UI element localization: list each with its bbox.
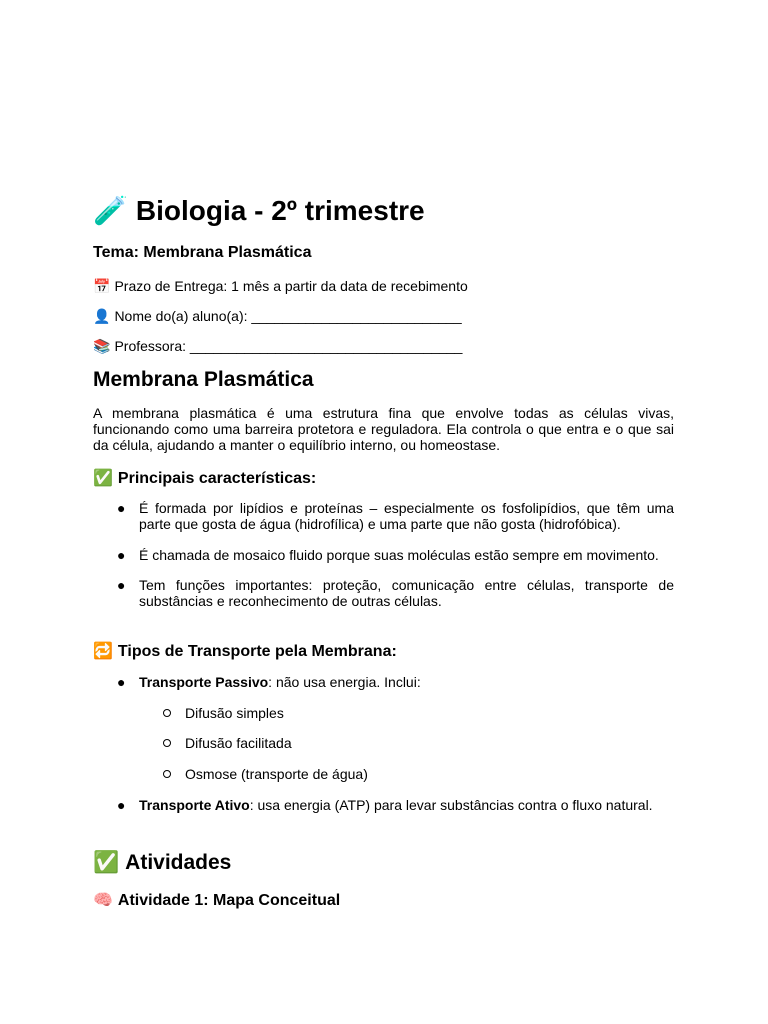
list-item-text: É formada por lipídios e proteínas – especialmente os fosfolipídios, que têm uma parte que gosta de água (hidrofílica) e uma parte que não gosta (hidrofóbica). (139, 500, 674, 532)
list-item (117, 500, 674, 532)
test-tube-icon: 🧪 (93, 194, 128, 227)
activities-heading-text: Atividades (125, 851, 232, 874)
deadline-text: Prazo de Entrega: 1 mês a partir da data de recebimento (114, 278, 468, 294)
list-item-text: É chamada de mosaico fluido porque suas moléculas estão sempre em movimento. (139, 547, 659, 563)
sub-list-item-text: Difusão simples (185, 705, 284, 721)
bullet-icon: ● (117, 577, 126, 593)
list-item-text: Tem funções importantes: proteção, comunicação entre células, transporte de substâncias e reconhecimento de outras células. (139, 577, 674, 609)
check-mark-icon: ✅ (93, 468, 113, 487)
list-item-text (139, 797, 674, 813)
person-icon: 👤 (93, 309, 111, 325)
list-item-text (139, 674, 674, 690)
books-icon: 📚 (93, 339, 111, 355)
brain-icon: 🧠 (93, 890, 113, 909)
circle-bullet-icon (163, 709, 171, 717)
list-item-passive-transport (117, 674, 674, 690)
teacher-text: Professora: ___________________________________ (114, 338, 463, 354)
list-item-active-transport (117, 797, 674, 813)
bullet-icon: ● (117, 547, 126, 563)
sub-list-item (163, 766, 368, 782)
passive-transport-text: : não usa energia. Inclui: (268, 674, 421, 690)
circle-bullet-icon (163, 739, 171, 747)
activity-1-heading-text: Atividade 1: Mapa Conceitual (117, 892, 341, 909)
sub-list-item-text: Osmose (transporte de água) (185, 766, 368, 782)
bullet-icon: ● (117, 500, 126, 516)
characteristics-heading-text: Principais características: (117, 470, 317, 487)
deadline-line (93, 277, 468, 296)
bullet-icon: ● (117, 797, 126, 813)
activities-heading (93, 849, 231, 876)
student-name-line (93, 307, 462, 326)
activity-1-heading (93, 890, 340, 911)
active-transport-label: Transporte Ativo (139, 797, 250, 813)
section-heading-membrana: Membrana Plasmática (93, 368, 314, 391)
page-title-text: Biologia - 2º trimestre (135, 195, 425, 226)
list-item (117, 547, 674, 563)
check-mark-icon: ✅ (93, 850, 120, 874)
characteristics-heading (93, 468, 316, 489)
sub-list-item-text: Difusão facilitada (185, 735, 292, 751)
sub-list-item (163, 735, 292, 751)
sub-list-item (163, 705, 284, 721)
transport-heading-text: Tipos de Transporte pela Membrana: (117, 643, 397, 660)
teacher-line (93, 337, 462, 356)
page-title (93, 193, 425, 229)
bullet-icon: ● (117, 674, 126, 690)
calendar-icon: 📅 (93, 279, 111, 295)
topic-line: Tema: Membrana Plasmática (93, 244, 312, 261)
active-transport-text: : usa energia (ATP) para levar substâncias contra o fluxo natural. (249, 797, 653, 813)
student-name-text: Nome do(a) aluno(a): ___________________________ (114, 308, 462, 324)
circle-bullet-icon (163, 770, 171, 778)
repeat-icon: 🔁 (93, 641, 113, 660)
intro-paragraph: A membrana plasmática é uma estrutura fina que envolve todas as células vivas, funcionando como uma barreira protetora e reguladora. Ela controla o que entra e o que sai da célula, ajudando a manter o equilíbrio interno, ou homeostase. (93, 405, 674, 453)
passive-transport-label: Transporte Passivo (139, 674, 269, 690)
transport-heading (93, 641, 397, 662)
list-item (117, 577, 674, 609)
